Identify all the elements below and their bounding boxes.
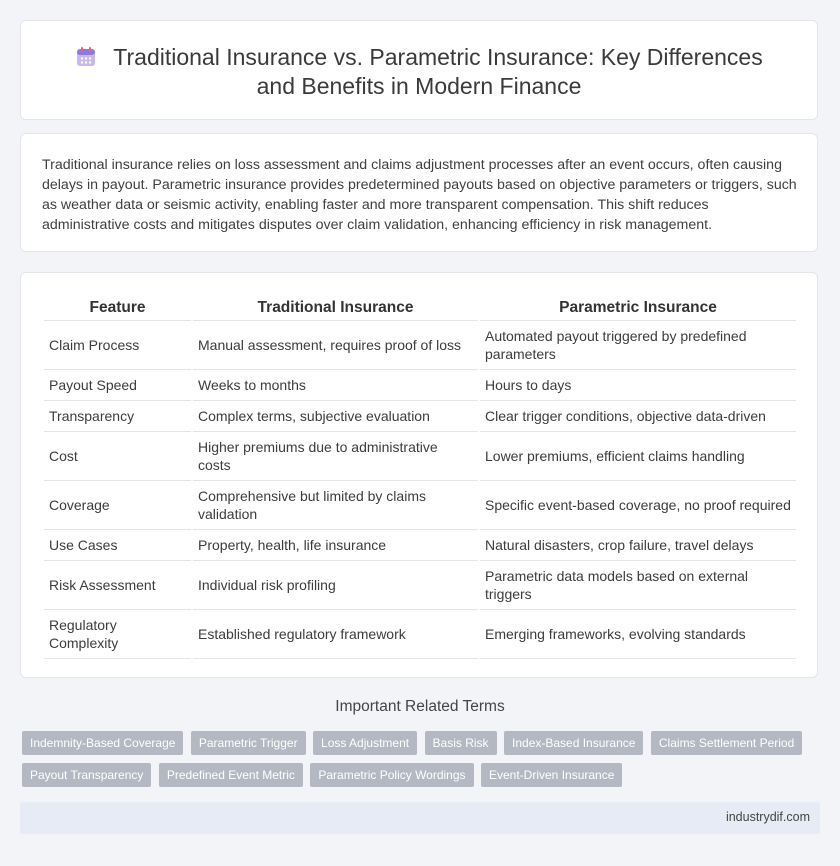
table-row	[44, 321, 796, 370]
parametric-cell: Clear trigger conditions, objective data-driven	[480, 401, 796, 432]
feature-cell: Risk Assessment	[44, 561, 191, 610]
parametric-cell: Parametric data models based on external triggers	[480, 561, 796, 610]
feature-cell: Transparency	[44, 401, 191, 432]
table-row	[44, 432, 796, 481]
traditional-cell: Comprehensive but limited by claims validation	[193, 481, 478, 530]
parametric-cell: Automated payout triggered by predefined parameters	[480, 321, 796, 370]
table-row	[44, 401, 796, 432]
feature-cell: Regulatory Complexity	[44, 610, 191, 659]
traditional-cell: Established regulatory framework	[193, 610, 478, 659]
footer-site-link[interactable]: industrydif.com	[725, 810, 810, 824]
intro-text: Traditional insurance relies on loss assessment and claims adjustment processes after an event occurs, often causing delays in payout. Parametric insurance provides predetermined payouts based on objective parameters or triggers, such as weather data or seismic activity, enabling faster and more transparent compensation. This shift reduces administrative costs and mitigates disputes over claim validation, enhancing efficiency in risk management.	[42, 157, 797, 233]
traditional-cell: Higher premiums due to administrative costs	[193, 432, 478, 481]
tag-parametric-policy-wordings[interactable]: Parametric Policy Wordings	[310, 763, 473, 787]
comparison-table	[42, 294, 798, 659]
table-row	[44, 530, 796, 561]
feature-cell: Claim Process	[44, 321, 191, 370]
parametric-cell: Natural disasters, crop failure, travel delays	[480, 530, 796, 561]
tag-event-driven-insurance[interactable]: Event-Driven Insurance	[481, 763, 622, 787]
parametric-cell: Specific event-based coverage, no proof required	[480, 481, 796, 530]
feature-cell: Use Cases	[44, 530, 191, 561]
table-row	[44, 561, 796, 610]
header-feature: Feature	[44, 294, 191, 321]
parametric-cell: Hours to days	[480, 370, 796, 401]
table-row	[44, 610, 796, 659]
tag-basis-risk[interactable]: Basis Risk	[425, 731, 497, 755]
intro-card	[20, 133, 818, 252]
related-terms-heading: Important Related Terms	[335, 698, 505, 715]
calendar-icon	[75, 46, 97, 68]
related-terms-tags	[22, 731, 822, 795]
footer	[20, 802, 820, 834]
traditional-cell: Property, health, life insurance	[193, 530, 478, 561]
traditional-cell: Weeks to months	[193, 370, 478, 401]
traditional-cell: Manual assessment, requires proof of loss	[193, 321, 478, 370]
page-title	[21, 43, 817, 101]
table-row	[44, 481, 796, 530]
tag-loss-adjustment[interactable]: Loss Adjustment	[313, 731, 417, 755]
tag-index-based-insurance[interactable]: Index-Based Insurance	[504, 731, 643, 755]
parametric-cell: Emerging frameworks, evolving standards	[480, 610, 796, 659]
feature-cell: Payout Speed	[44, 370, 191, 401]
parametric-cell: Lower premiums, efficient claims handling	[480, 432, 796, 481]
feature-cell: Coverage	[44, 481, 191, 530]
tag-payout-transparency[interactable]: Payout Transparency	[22, 763, 151, 787]
table-row	[44, 370, 796, 401]
header-traditional: Traditional Insurance	[193, 294, 478, 321]
table-header-row	[44, 294, 796, 321]
tag-predefined-event-metric[interactable]: Predefined Event Metric	[159, 763, 303, 787]
title-line-1: Traditional Insurance vs. Parametric Insurance: Key Differences	[113, 44, 763, 70]
tag-indemnity-based-coverage[interactable]: Indemnity-Based Coverage	[22, 731, 183, 755]
tag-parametric-trigger[interactable]: Parametric Trigger	[191, 731, 306, 755]
traditional-cell: Individual risk profiling	[193, 561, 478, 610]
feature-cell: Cost	[44, 432, 191, 481]
header-parametric: Parametric Insurance	[480, 294, 796, 321]
title-card	[20, 20, 818, 120]
traditional-cell: Complex terms, subjective evaluation	[193, 401, 478, 432]
tag-claims-settlement-period[interactable]: Claims Settlement Period	[651, 731, 802, 755]
comparison-card	[20, 272, 818, 678]
title-line-2: and Benefits in Modern Finance	[256, 73, 582, 99]
